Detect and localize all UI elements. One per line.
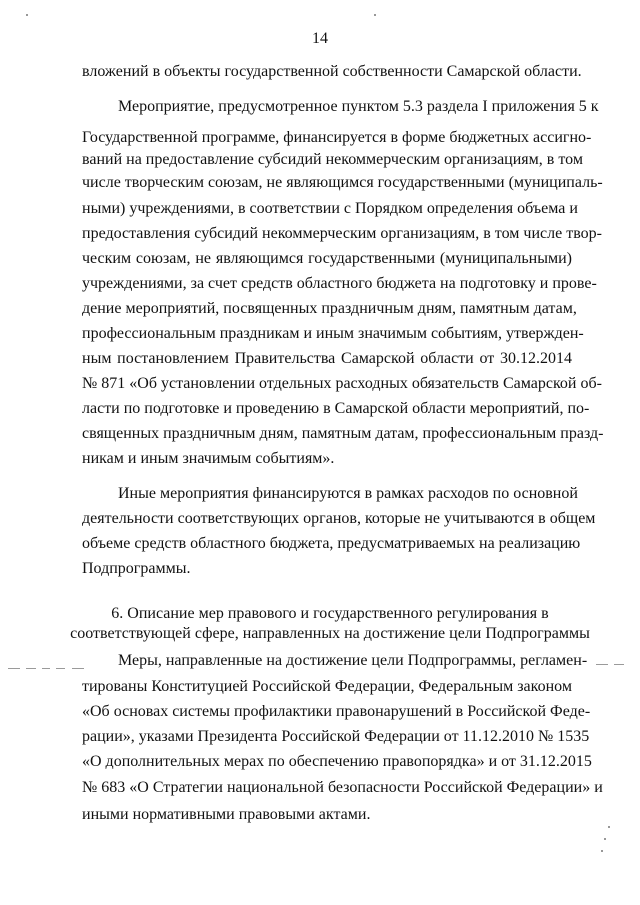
scan-artifact <box>26 668 36 669</box>
scan-artifact <box>26 14 28 16</box>
text-line: Иные мероприятия финансируются в рамках расходов по основной <box>118 485 578 502</box>
text-line: рации», указами Президента Российской Федерации от 11.12.2010 № 1535 <box>82 728 590 745</box>
scan-artifact <box>72 668 84 669</box>
scan-artifact <box>374 14 376 16</box>
scan-artifact <box>614 664 624 665</box>
text-line: ваний на предоставление субсидий некоммерческим организациям, в том <box>82 151 583 168</box>
text-line: иными нормативными правовыми актами. <box>82 806 371 823</box>
scan-artifact <box>608 826 610 828</box>
scan-artifact <box>42 668 50 669</box>
text-line: ным постановлением Правительства Самарской области от 30.12.2014 <box>82 350 572 367</box>
scan-artifact <box>601 850 603 852</box>
text-line: священных праздничным дням, памятным датам, профессиональным празд- <box>82 425 604 442</box>
text-line: дение мероприятий, посвященных праздничным дням, памятным датам, <box>82 300 577 317</box>
text-line: деятельности соответствующих органов, которые не учитываются в общем <box>82 510 596 527</box>
text-line: № 871 «Об установлении отдельных расходных обязательств Самарской об- <box>82 375 602 392</box>
text-line: объеме средств областного бюджета, предусматриваемых на реализацию <box>82 535 581 552</box>
scan-artifact <box>56 668 65 669</box>
scan-artifact <box>8 668 20 669</box>
text-line: никам и иным значимым событиям». <box>82 450 335 467</box>
text-line: учреждениями, за счет средств областного бюджета на подготовку и прове- <box>82 275 597 292</box>
text-line: профессиональным праздникам и иным значимым событиям, утвержден- <box>82 325 584 342</box>
scan-artifact <box>604 838 606 840</box>
text-line: Государственной программе, финансируется в форме бюджетных ассигно- <box>82 129 592 146</box>
text-line: «Об основах системы профилактики правонарушений в Российской Феде- <box>82 703 591 720</box>
text-line: Меры, направленные на достижение цели Подпрограммы, регламен- <box>118 652 588 669</box>
text-line: предоставления субсидий некоммерческим организациям, в том числе твор- <box>82 225 602 242</box>
text-line: числе творческим союзам, не являющимся государственными (муниципаль- <box>82 174 603 191</box>
text-line: вложений в объекты государственной собственности Самарской области. <box>82 63 582 80</box>
text-line: Мероприятие, предусмотренное пунктом 5.3 раздела I приложения 5 к <box>118 98 599 115</box>
text-line: № 683 «О Стратегии национальной безопасности Российской Федерации» и <box>82 779 603 796</box>
section-heading: соответствующей сфере, направленных на достижение цели Подпрограммы <box>70 625 590 642</box>
text-line: ласти по подготовке и проведению в Самарской области мероприятий, по- <box>82 400 590 417</box>
text-line: ческим союзам, не являющимся государственными (муниципальными) <box>82 250 572 267</box>
scan-artifact <box>596 664 608 665</box>
text-line: тированы Конституцией Российской Федерации, Федеральным законом <box>82 678 572 695</box>
text-line: ными) учреждениями, в соответствии с Порядком определения объема и <box>82 200 578 217</box>
text-line: «О дополнительных мерах по обеспечению правопорядка» и от 31.12.2015 <box>82 753 592 770</box>
text-line: Подпрограммы. <box>82 560 191 577</box>
section-heading: 6. Описание мер правового и государственного регулирования в <box>111 605 549 622</box>
page-number: 14 <box>312 30 328 47</box>
